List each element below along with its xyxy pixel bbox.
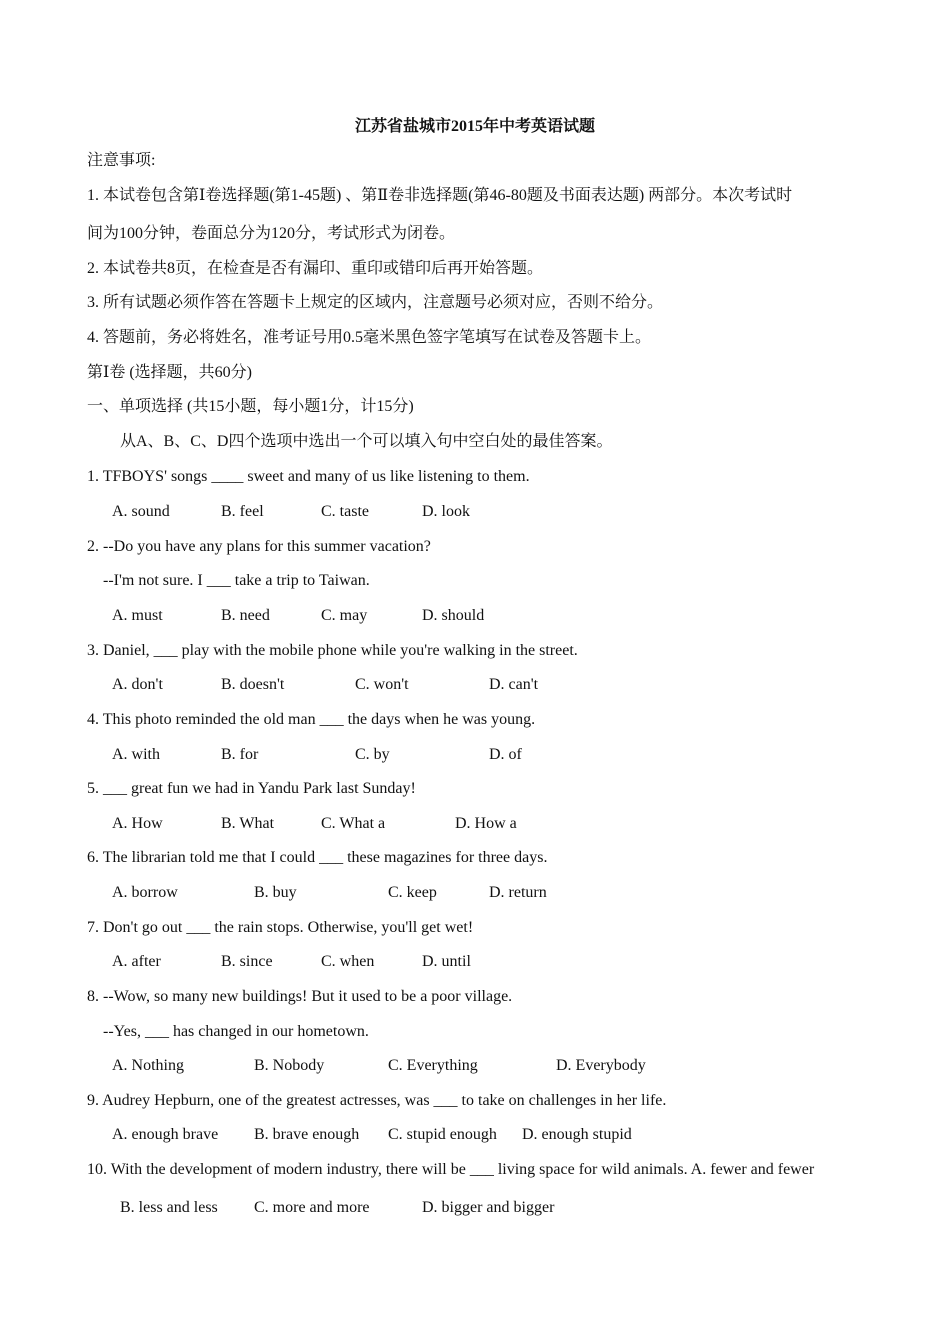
- notice-heading: 注意事项:: [87, 152, 156, 169]
- option: C. Everything: [388, 1057, 478, 1074]
- part-1-heading: 第Ⅰ卷 (选择题，共60分): [87, 364, 252, 381]
- question-6: 6. The librarian told me that I could ___ these magazines for three days.: [87, 849, 548, 866]
- option: A. sound: [112, 503, 170, 520]
- option: D. bigger and bigger: [422, 1199, 555, 1216]
- option: B. since: [221, 953, 273, 970]
- option: B. brave enough: [254, 1126, 360, 1143]
- option: A. after: [112, 953, 161, 970]
- option: B. less and less: [120, 1199, 218, 1216]
- option: C. by: [355, 746, 390, 763]
- option: A. with: [112, 746, 160, 763]
- option: C. more and more: [254, 1199, 370, 1216]
- notice-line-2: 2. 本试卷共8页，在检查是否有漏印、重印或错印后再开始答题。: [87, 260, 544, 277]
- option: C. stupid enough: [388, 1126, 497, 1143]
- question-3: 3. Daniel, ___ play with the mobile phone while you're walking in the street.: [87, 642, 578, 659]
- question-9: 9. Audrey Hepburn, one of the greatest actresses, was ___ to take on challenges in her life.: [87, 1092, 667, 1109]
- question-7: 7. Don't go out ___ the rain stops. Otherwise, you'll get wet!: [87, 919, 474, 936]
- question-4: 4. This photo reminded the old man ___ the days when he was young.: [87, 711, 536, 728]
- question-2-reply: --I'm not sure. I ___ take a trip to Taiwan.: [103, 572, 370, 589]
- option: D. can't: [489, 676, 539, 693]
- option: B. for: [221, 746, 259, 763]
- notice-line-3: 3. 所有试题必须作答在答题卡上规定的区域内，注意题号必须对应，否则不给分。: [87, 294, 664, 311]
- option: A. borrow: [112, 884, 178, 901]
- option: C. may: [321, 607, 368, 624]
- option: B. Nobody: [254, 1057, 325, 1074]
- option: A. enough brave: [112, 1126, 219, 1143]
- option: A. Nothing: [112, 1057, 184, 1074]
- question-1: 1. TFBOYS' songs ____ sweet and many of us like listening to them.: [87, 468, 530, 485]
- question-8: 8. --Wow, so many new buildings! But it used to be a poor village.: [87, 988, 513, 1005]
- option: B. What: [221, 815, 275, 832]
- option: C. keep: [388, 884, 437, 901]
- section-1-heading: 一、单项选择 (共15小题，每小题1分，计15分): [87, 398, 414, 415]
- question-5: 5. ___ great fun we had in Yandu Park last Sunday!: [87, 780, 416, 797]
- option: D. Everybody: [556, 1057, 646, 1074]
- option: C. when: [321, 953, 375, 970]
- notice-line-1b: 间为100分钟，卷面总分为120分，考试形式为闭卷。: [87, 225, 456, 242]
- question-10: 10. With the development of modern industry, there will be ___ living space for wild animals. A. fewer and fewer: [87, 1161, 815, 1178]
- option: D. should: [422, 607, 485, 624]
- page-title: 江苏省盐城市2015年中考英语试题: [354, 118, 595, 135]
- section-instruction: 从A、B、C、D四个选项中选出一个可以填入句中空白处的最佳答案。: [120, 433, 613, 450]
- option: C. won't: [355, 676, 409, 693]
- question-8-reply: --Yes, ___ has changed in our hometown.: [103, 1023, 369, 1040]
- option: A. must: [112, 607, 163, 624]
- option: D. return: [489, 884, 547, 901]
- option: B. feel: [221, 503, 264, 520]
- option: B. need: [221, 607, 270, 624]
- option: D. enough stupid: [522, 1126, 632, 1143]
- option: D. of: [489, 746, 522, 763]
- option: B. buy: [254, 884, 297, 901]
- option: A. don't: [112, 676, 163, 693]
- option: B. doesn't: [221, 676, 285, 693]
- option: D. until: [422, 953, 471, 970]
- notice-line-1a: 1. 本试卷包含第Ⅰ卷选择题(第1-45题) 、第Ⅱ卷非选择题(第46-80题及书面表达题) 两部分。本次考试时: [87, 187, 793, 204]
- option: D. look: [422, 503, 470, 520]
- notice-line-4: 4. 答题前，务必将姓名，准考证号用0.5毫米黑色签字笔填写在试卷及答题卡上。: [87, 329, 652, 346]
- question-2: 2. --Do you have any plans for this summer vacation?: [87, 538, 431, 555]
- option: D. How a: [455, 815, 517, 832]
- option: C. What a: [321, 815, 386, 832]
- option: C. taste: [321, 503, 369, 520]
- option: A. How: [112, 815, 163, 832]
